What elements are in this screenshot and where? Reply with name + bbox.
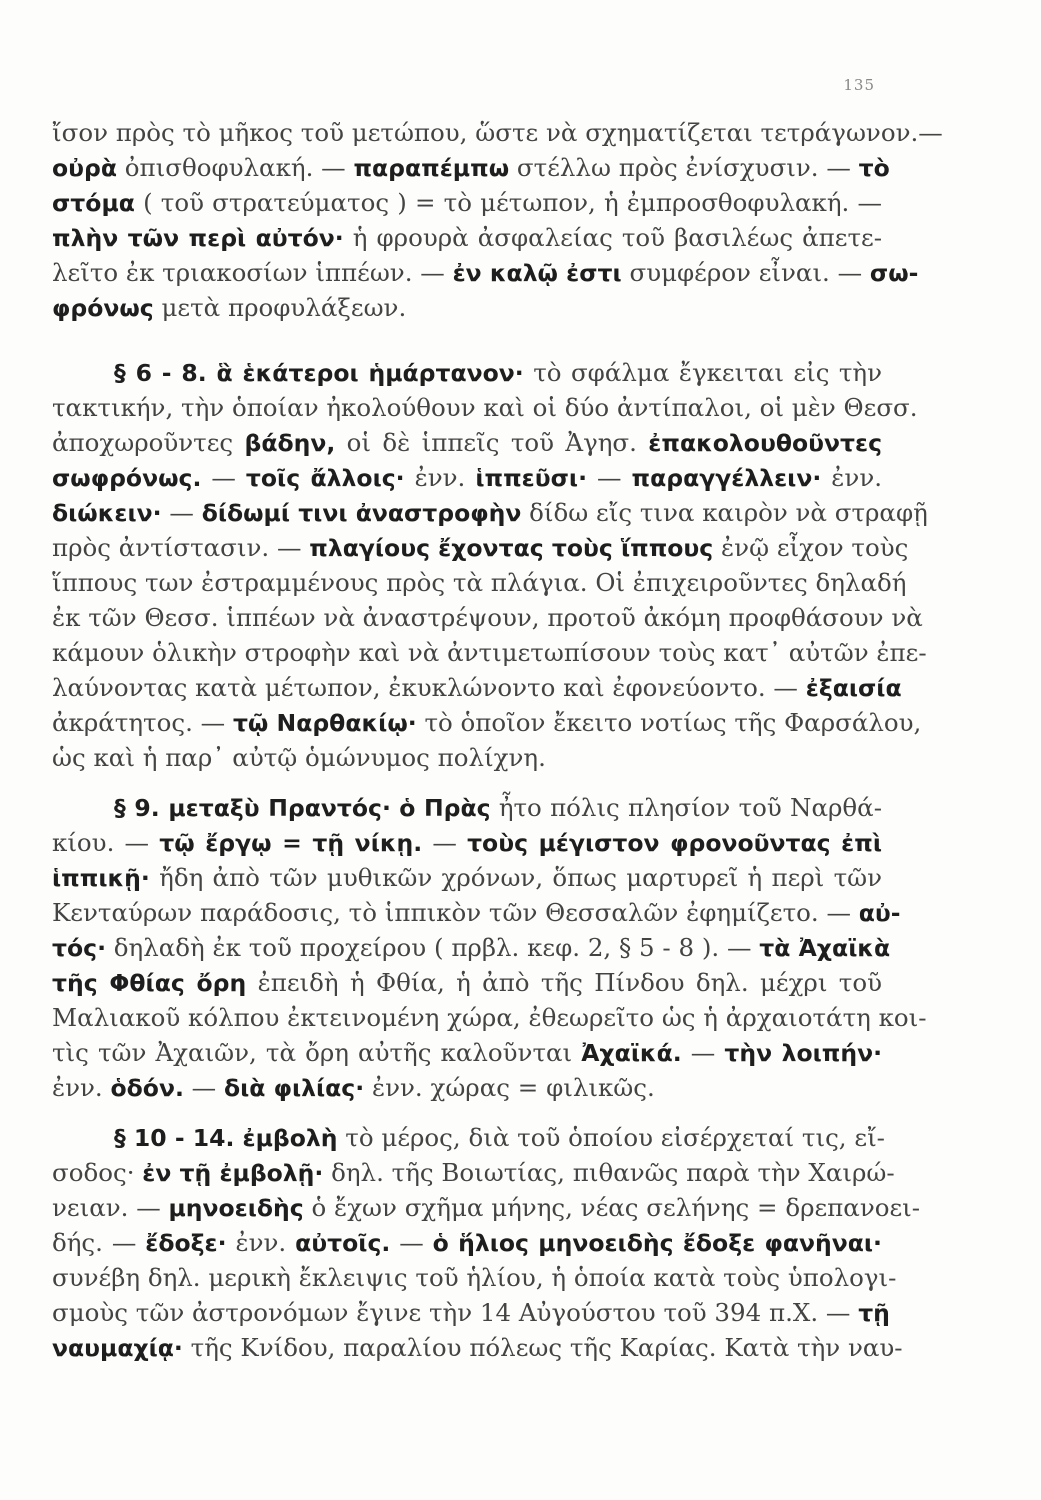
- text-line: [52, 933, 891, 963]
- gloss-text: δής. —: [52, 1228, 146, 1257]
- gloss-text: —: [681, 1038, 725, 1067]
- gloss-text: συνέβη δηλ. μερικὴ ἔκλειψις τοῦ ἡλίου, ἡ ὁποία κατὰ τοὺς ὑπολογι-: [52, 1263, 897, 1292]
- gloss-text: Κενταύρων παράδοσις, τὸ ἱππικὸν τῶν Θεσσαλῶν ἐφημίζετο. —: [52, 898, 859, 927]
- gloss-text: τῆς Κνίδου, παραλίου πόλεως τῆς Καρίας. Κατὰ τὴν ναυ-: [182, 1333, 903, 1362]
- bold-lemma: ἱππεῦσι·: [475, 464, 588, 492]
- bold-lemma: ὁ ἥλιος μηνοειδὴς ἔδοξε φανῆναι·: [432, 1229, 882, 1257]
- gloss-text: τὸ σφάλμα ἔγκειται εἰς τὴν: [523, 358, 882, 387]
- text-line: [52, 258, 919, 288]
- gloss-text: τὶς τῶν Ἀχαιῶν, τὰ ὄρη αὐτῆς καλοῦνται: [52, 1038, 582, 1067]
- bold-lemma: παραπέμπω: [353, 154, 510, 182]
- bold-lemma: πλὴν τῶν περὶ αὐτόν·: [52, 224, 344, 252]
- text-line: [52, 1003, 927, 1033]
- text-line: [52, 1333, 903, 1363]
- gloss-text: ὁ ἔχων σχῆμα μήνης, νέας σελήνης = δρεπανοει-: [303, 1193, 921, 1222]
- text-line: [52, 1073, 882, 1103]
- gloss-text: ἐκ τῶν Θεσσ. ἱππέων νὰ ἀναστρέψουν, προτοῦ ἀκόμη προφθάσουν νὰ: [52, 603, 923, 632]
- gloss-text: ἡ φρουρὰ ἀσφαλείας τοῦ βασιλέως ἀπετε-: [343, 223, 882, 252]
- gloss-text: ἀκράτητος. —: [52, 708, 233, 737]
- text-line: [52, 603, 923, 633]
- gloss-text: συμφέρον εἶναι. —: [621, 258, 870, 287]
- bold-lemma: § 6 - 8. ἃ ἑκάτεροι ἡμάρτανον·: [114, 359, 524, 387]
- gloss-text: —: [587, 463, 632, 492]
- gloss-text: ἤδη ἀπὸ τῶν μυθικῶν χρόνων, ὅπως μαρτυρεῖ ἡ περὶ τῶν: [149, 863, 882, 892]
- gloss-text: ἐνν.: [226, 1228, 296, 1257]
- gloss-text: ἐνῷ εἶχον τοὺς: [713, 533, 909, 562]
- text-line: [52, 968, 882, 998]
- gloss-text: ἐνν.: [821, 463, 882, 492]
- bold-lemma: σω-: [869, 259, 919, 287]
- bold-lemma: ἐν τῇ ἐμβολῇ·: [142, 1159, 324, 1187]
- bold-lemma: δίδωμί τινι ἀναστροφὴν: [201, 499, 522, 527]
- bold-lemma: τῷ Ναρθακίῳ·: [232, 709, 417, 737]
- gloss-text: τὸ ὁποῖον ἔκειτο νοτίως τῆς Φαρσάλου,: [416, 708, 922, 737]
- gloss-text: δηλ. τῆς Βοιωτίας, πιθανῶς παρὰ τὴν Χαιρώ-: [323, 1158, 895, 1187]
- text-line: [52, 188, 882, 218]
- gloss-text: ἐνν.: [52, 1073, 111, 1102]
- text-line: [52, 1123, 885, 1153]
- gloss-text: ἦτο πόλις πλησίον τοῦ Ναρθά-: [490, 793, 883, 822]
- text-line: [52, 358, 882, 388]
- bold-lemma: τῆς Φθίας ὄρη: [52, 969, 247, 997]
- text-line: [52, 863, 882, 893]
- bold-lemma: τοὺς μέγιστον φρονοῦντας ἐπὶ: [467, 829, 882, 857]
- gloss-text: ( τοῦ στρατεύματος ) = τὸ μέτωπον, ἡ ἐμπροσθοφυλακή. —: [134, 188, 882, 217]
- bold-lemma: ἐπακολουθοῦντες: [648, 429, 882, 457]
- bold-lemma: ναυμαχίᾳ·: [52, 1334, 183, 1362]
- gloss-text: ἐπειδὴ ἡ Φθία, ἡ ἀπὸ τῆς Πίνδου δηλ. μέχρι τοῦ: [246, 968, 883, 997]
- bold-lemma: στόμα: [52, 189, 135, 217]
- bold-lemma: σωφρόνως.: [52, 464, 202, 492]
- bold-lemma: ἱππικῇ·: [52, 864, 150, 892]
- bold-lemma: ἐξαισία: [805, 674, 902, 702]
- bold-lemma: πλαγίους ἔχοντας τοὺς ἵππους: [309, 534, 714, 562]
- text-line: [52, 118, 943, 148]
- text-line: [52, 1158, 895, 1188]
- gloss-text: σμοὺς τῶν ἀστρονόμων ἔγινε τὴν 14 Αὐγούστου τοῦ 394 π.Χ. —: [52, 1298, 859, 1327]
- gloss-text: ἴσον πρὸς τὸ μῆκος τοῦ μετώπου, ὥστε νὰ σχηματίζεται τετράγωνον.—: [52, 118, 943, 147]
- bold-lemma: οὐρὰ: [52, 154, 117, 182]
- text-line: [52, 293, 882, 323]
- bold-lemma: § 10 - 14. ἐμβολὴ: [114, 1124, 338, 1152]
- text-line: [52, 793, 882, 823]
- gloss-text: τακτικήν, τὴν ὁποίαν ἠκολούθουν καὶ οἱ δύο ἀντίπαλοι, οἱ μὲν Θεσσ.: [52, 393, 918, 422]
- gloss-text: οἱ δὲ ἱππεῖς τοῦ Ἀγησ.: [335, 428, 649, 457]
- bold-lemma: ὁ Πρὰς: [399, 794, 491, 822]
- text-line: [52, 898, 901, 928]
- gloss-text: ἀποχωροῦντες: [52, 428, 245, 457]
- text-line: [52, 1038, 882, 1068]
- bold-lemma: αὐτοῖς.: [295, 1229, 391, 1257]
- text-line: [52, 743, 882, 773]
- bold-lemma: τὰ Ἀχαϊκὰ: [759, 934, 891, 962]
- bold-lemma: μηνοειδὴς: [168, 1194, 304, 1222]
- page-number: 135: [843, 76, 875, 94]
- gloss-text: στέλλω πρὸς ἐνίσχυσιν. —: [509, 153, 859, 182]
- text-line: [52, 568, 907, 598]
- text-line: [52, 428, 882, 458]
- gloss-text: —: [390, 1228, 433, 1257]
- bold-lemma: παραγγέλλειν·: [631, 464, 822, 492]
- bold-lemma: βάδην,: [244, 429, 336, 457]
- gloss-text: —: [201, 463, 246, 492]
- text-line: [52, 223, 882, 253]
- gloss-text: πρὸς ἀντίστασιν. —: [52, 533, 310, 562]
- text-line: [52, 1193, 921, 1223]
- text-line: [52, 498, 928, 528]
- bold-lemma: τὴν λοιπήν·: [724, 1039, 883, 1067]
- bold-lemma: ὁδόν.: [110, 1074, 184, 1102]
- gloss-text: σοδος·: [52, 1158, 143, 1187]
- gloss-text: —: [183, 1073, 224, 1102]
- text-line: [52, 708, 922, 738]
- bold-lemma: διὰ φιλίας·: [223, 1074, 365, 1102]
- text-line: [52, 1298, 890, 1328]
- gloss-text: νειαν. —: [52, 1193, 169, 1222]
- text-line: [52, 153, 890, 183]
- gloss-text: κίου. —: [52, 828, 160, 857]
- gloss-text: ὡς καὶ ἡ παρ᾽ αὐτῷ ὁμώνυμος πολίχνη.: [52, 743, 546, 772]
- gloss-text: μετὰ προφυλάξεων.: [153, 293, 407, 322]
- gloss-text: ὀπισθοφυλακή. —: [116, 153, 354, 182]
- bold-lemma: ἐν καλῷ ἐστι: [452, 259, 622, 287]
- gloss-text: [391, 793, 399, 822]
- gloss-text: λεῖτο ἐκ τριακοσίων ἱππέων. —: [52, 258, 453, 287]
- gloss-text: κάμουν ὁλικὴν στροφὴν καὶ νὰ ἀντιμετωπίσουν τοὺς κατ᾽ αὐτῶν ἐπε-: [52, 638, 927, 667]
- text-line: [52, 463, 882, 493]
- text-line: [52, 1263, 897, 1293]
- bold-lemma: τῇ: [858, 1299, 890, 1327]
- gloss-text: δηλαδὴ ἐκ τοῦ προχείρου ( πρβλ. κεφ. 2, § 5 - 8 ). —: [106, 933, 760, 962]
- text-line: [52, 393, 918, 423]
- bold-lemma: φρόνως: [52, 294, 154, 322]
- text-line: [52, 533, 909, 563]
- text-line: [52, 1228, 882, 1258]
- gloss-text: τὸ μέρος, διὰ τοῦ ὁποίου εἰσέρχεταί τις, εἴ-: [337, 1123, 885, 1152]
- bold-lemma: τός·: [52, 934, 106, 962]
- text-line: [52, 828, 882, 858]
- bold-lemma: ἔδοξε·: [145, 1229, 227, 1257]
- gloss-text: Μαλιακοῦ κόλπου ἐκτεινομένη χώρα, ἐθεωρεῖτο ὡς ἡ ἀρχαιοτάτη κοι-: [52, 1003, 927, 1032]
- bold-lemma: Ἀχαϊκά.: [581, 1039, 682, 1067]
- bold-lemma: αὐ-: [858, 899, 901, 927]
- gloss-text: λαύνοντας κατὰ μέτωπον, ἐκυκλώνοντο καὶ ἐφονεύοντο. —: [52, 673, 806, 702]
- gloss-text: —: [422, 828, 468, 857]
- gloss-text: ἐνν.: [404, 463, 476, 492]
- gloss-text: ἐνν. χώρας = φιλικῶς.: [364, 1073, 655, 1102]
- bold-lemma: § 9. μεταξὺ Πραντός·: [114, 794, 391, 822]
- gloss-text: —: [161, 498, 202, 527]
- bold-lemma: τὸ: [858, 154, 890, 182]
- bold-lemma: διώκειν·: [52, 499, 162, 527]
- bold-lemma: τοῖς ἄλλοις·: [245, 464, 405, 492]
- gloss-text: ἵππους των ἐστραμμένους πρὸς τὰ πλάγια. Οἱ ἐπιχειροῦντες δηλαδή: [52, 568, 907, 597]
- bold-lemma: τῷ ἔργῳ = τῇ νίκῃ.: [159, 829, 423, 857]
- text-line: [52, 638, 927, 668]
- gloss-text: δίδω εἴς τινα καιρὸν νὰ στραφῇ: [521, 498, 928, 527]
- text-line: [52, 673, 902, 703]
